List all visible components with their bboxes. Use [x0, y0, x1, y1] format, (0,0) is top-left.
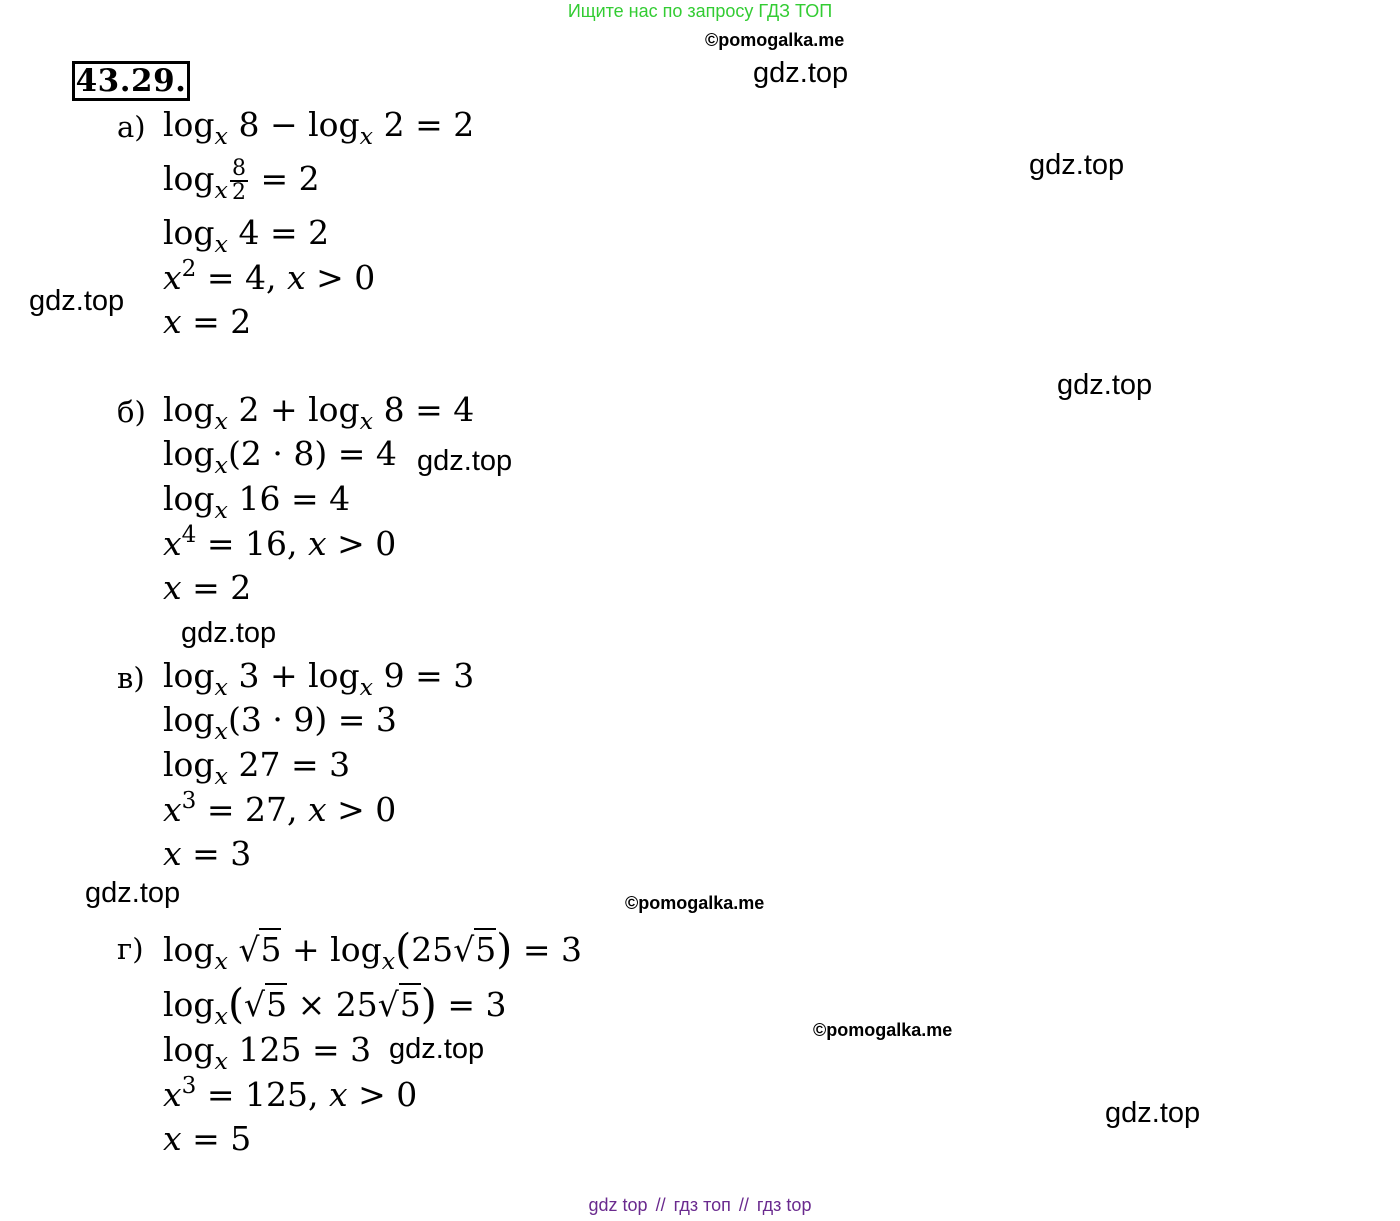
- footer-separator: //: [655, 1195, 666, 1215]
- part-label-v: в): [117, 661, 145, 695]
- equation-g-5: x = 5: [163, 1119, 252, 1158]
- credit-middle: ©pomogalka.me: [625, 893, 765, 913]
- watermark: gdz.top: [753, 57, 849, 89]
- equation-v-1: $\log_x 3 + \log_x 9 = 3$: [163, 656, 475, 702]
- watermark: gdz.top: [85, 877, 181, 909]
- footer-separator: //: [738, 1195, 749, 1215]
- equation-b-4: $x^4 = 16$, x > 0: [163, 522, 397, 563]
- part-label-b: б): [117, 395, 146, 429]
- top-banner: Ищите нас по запросу ГДЗ ТОП: [567, 1, 833, 21]
- equation-g-2: $\log_x(√5 \times 25√5) = 3$: [163, 980, 507, 1031]
- watermark: gdz.top: [29, 285, 125, 317]
- watermark: gdz.top: [1057, 369, 1153, 401]
- footer-link[interactable]: гдз топ: [673, 1195, 731, 1215]
- equation-g-4: $x^3 = 125$, x > 0: [163, 1073, 418, 1114]
- equation-b-3: $\log_x 16 = 4$: [163, 479, 351, 525]
- equation-v-4: $x^3 = 27$, x > 0: [163, 788, 397, 829]
- equation-v-2: $\log_x(3 \cdot 9) = 3$: [163, 700, 397, 746]
- equation-a-5: x = 2: [163, 302, 252, 341]
- equation-b-2: $\log_x(2 \cdot 8) = 4$: [163, 434, 397, 480]
- equation-g-1: $\log_x √5 + \log_x(25√5) = 3$: [163, 925, 582, 976]
- footer-links: [0, 1195, 1400, 1216]
- watermark: gdz.top: [1105, 1097, 1201, 1129]
- problem-number: 43.29.: [72, 61, 190, 101]
- equation-a-4: $x^2 = 4$, x > 0: [163, 256, 376, 297]
- equation-b-1: $\log_x 2 + \log_x 8 = 4$: [163, 390, 475, 436]
- equation-b-5: x = 2: [163, 568, 252, 607]
- equation-a-3: $\log_x 4 = 2$: [163, 213, 330, 259]
- watermark: gdz.top: [1029, 149, 1125, 181]
- equation-g-3: $\log_x 125 = 3$: [163, 1030, 372, 1076]
- equation-a-1: $\log_x 8 - \log_x 2 = 2$: [163, 105, 475, 151]
- watermark: gdz.top: [389, 1033, 485, 1065]
- credit-top: ©pomogalka.me: [705, 30, 845, 50]
- equation-v-3: $\log_x 27 = 3$: [163, 745, 351, 791]
- equation-v-5: x = 3: [163, 834, 252, 873]
- watermark: gdz.top: [181, 617, 277, 649]
- footer-link[interactable]: гдз top: [756, 1195, 812, 1215]
- part-label-a: а): [117, 110, 146, 144]
- part-label-g: г): [117, 932, 144, 966]
- equation-a-2: $\log_x$ $\frac{8}{2}$ = 2: [163, 156, 320, 205]
- watermark: gdz.top: [417, 445, 513, 477]
- footer-link[interactable]: gdz top: [588, 1195, 648, 1215]
- credit-right: ©pomogalka.me: [813, 1020, 953, 1040]
